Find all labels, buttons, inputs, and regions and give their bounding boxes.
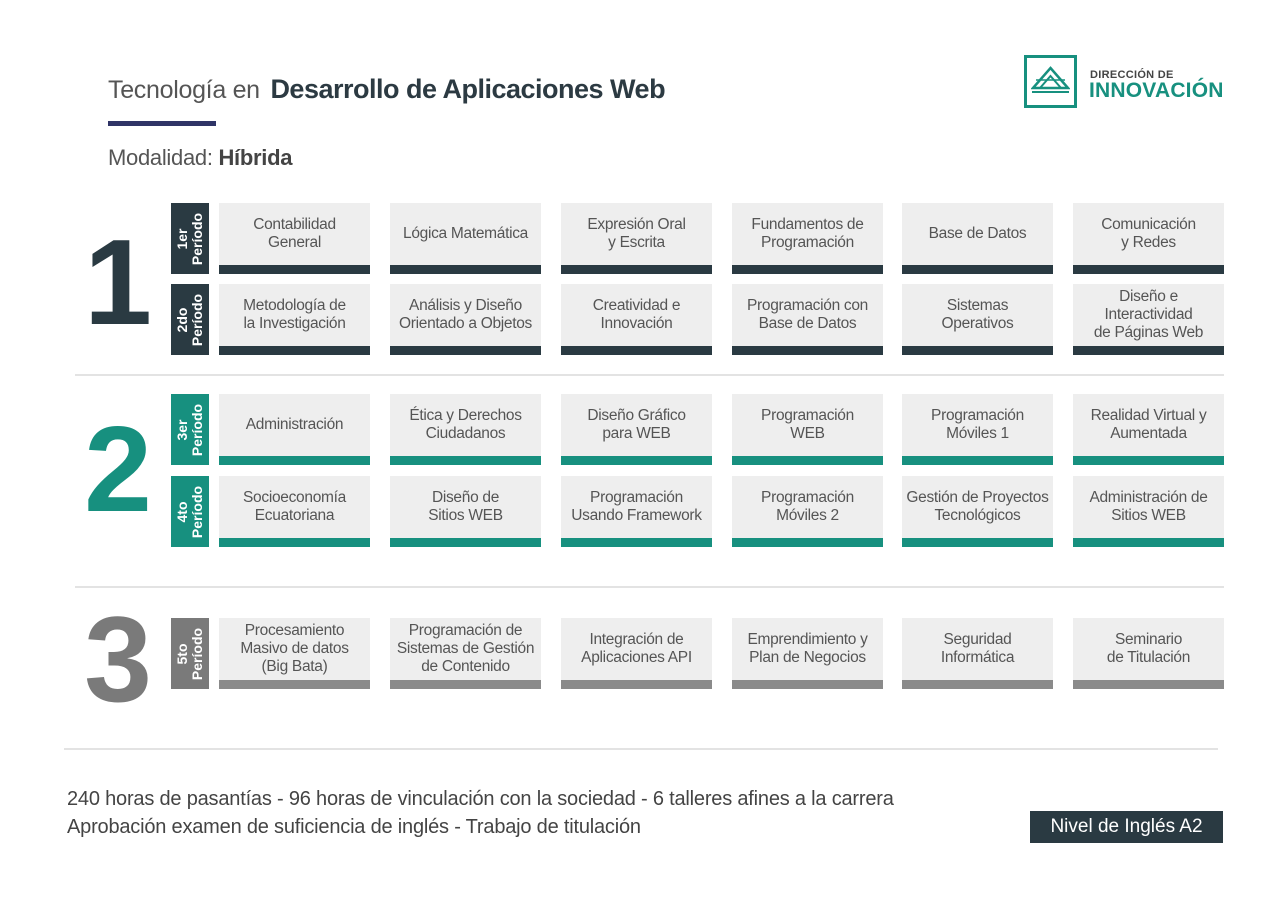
course-card: Creatividad e Innovación [561,284,712,355]
course-card: Integración de Aplicaciones API [561,618,712,689]
footer-line-2: Aprobación examen de suficiencia de inglés - Trabajo de titulación [67,816,641,838]
title-underline [108,121,216,126]
period-label: 1er Período [171,203,209,274]
course-card: Administración de Sitios WEB [1073,476,1224,547]
modality [108,145,292,171]
title-prefix: Tecnología en [108,76,260,104]
course-card: Diseño e Interactividad de Páginas Web [1073,284,1224,355]
course-card: Metodología de la Investigación [219,284,370,355]
level-number: 2 [84,401,152,537]
logo [1024,55,1077,108]
course-card: Realidad Virtual y Aumentada [1073,394,1224,465]
course-card: Ética y Derechos Ciudadanos [390,394,541,465]
period-label: 5to Período [171,618,209,689]
mountain-logo-icon [1031,66,1070,98]
english-level-badge: Nivel de Inglés A2 [1030,811,1223,843]
course-card: Programación con Base de Datos [732,284,883,355]
period-label: 3er Período [171,394,209,465]
period-label: 2do Período [171,284,209,355]
course-card: Emprendimiento y Plan de Negocios [732,618,883,689]
section-divider [64,748,1218,750]
footer-line-1: 240 horas de pasantías - 96 horas de vinculación con la sociedad - 6 talleres afines a la carrera [67,788,894,810]
course-card: Seminario de Titulación [1073,618,1224,689]
course-card: Procesamiento Masivo de datos (Big Bata) [219,618,370,689]
modality-label: Modalidad: [108,145,213,170]
course-card: Socioeconomía Ecuatoriana [219,476,370,547]
course-card: Programación Usando Framework [561,476,712,547]
course-card: Comunicación y Redes [1073,203,1224,274]
course-card: Análisis y Diseño Orientado a Objetos [390,284,541,355]
modality-value: Híbrida [218,145,293,170]
course-card: Programación de Sistemas de Gestión de Contenido [390,618,541,689]
course-card: Diseño de Sitios WEB [390,476,541,547]
course-card: Expresión Oral y Escrita [561,203,712,274]
section-divider [75,374,1224,376]
course-card: Contabilidad General [219,203,370,274]
page-title [108,74,665,105]
course-card: Programación Móviles 1 [902,394,1053,465]
level-number: 3 [84,591,152,727]
level-number: 1 [84,214,152,350]
course-card: Seguridad Informática [902,618,1053,689]
course-card: Programación Móviles 2 [732,476,883,547]
course-card: Diseño Gráfico para WEB [561,394,712,465]
period-label: 4to Período [171,476,209,547]
course-card: Gestión de Proyectos Tecnológicos [902,476,1053,547]
course-card: Administración [219,394,370,465]
logo-line2: INNOVACIÓN [1089,79,1224,102]
course-card: Lógica Matemática [390,203,541,274]
course-card: Base de Datos [902,203,1053,274]
course-card: Programación WEB [732,394,883,465]
title-main: Desarrollo de Aplicaciones Web [270,74,666,104]
section-divider [75,586,1224,588]
course-card: Fundamentos de Programación [732,203,883,274]
course-card: Sistemas Operativos [902,284,1053,355]
logo-line1: DIRECCIÓN DE [1090,69,1174,81]
